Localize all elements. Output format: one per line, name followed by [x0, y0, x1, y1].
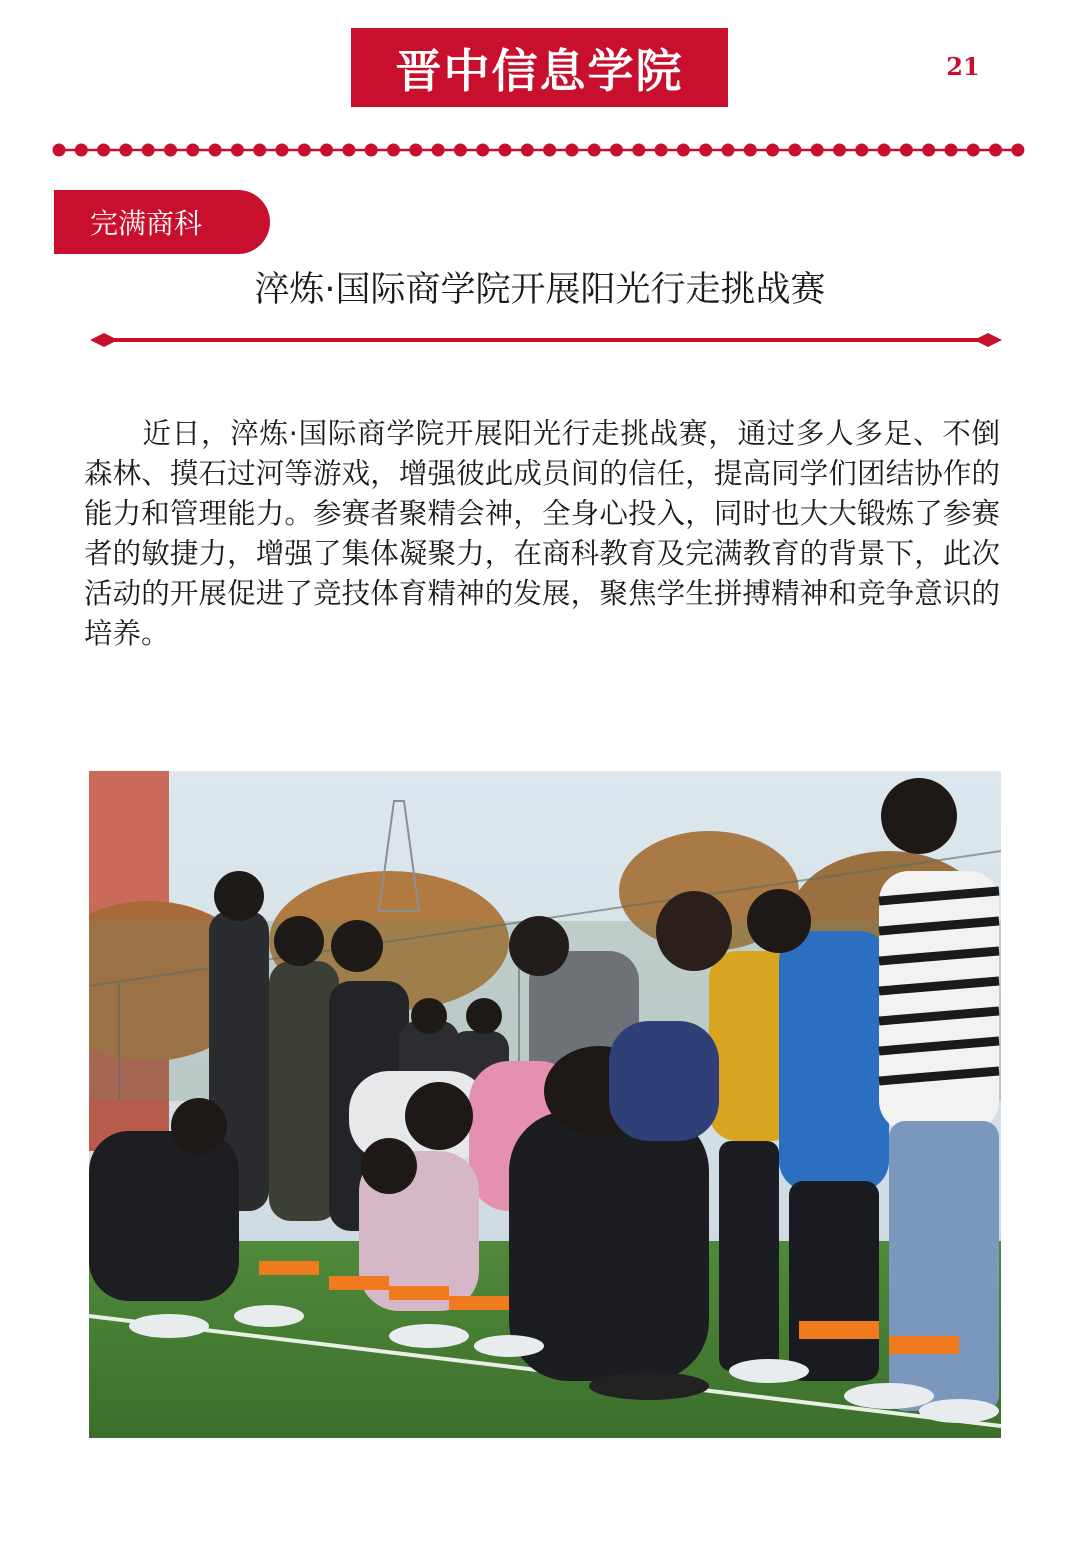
title-divider — [90, 330, 1002, 350]
page-number: 21 — [946, 52, 980, 81]
divider-dot — [499, 144, 512, 157]
divider-dot — [565, 144, 578, 157]
divider-dot — [342, 144, 355, 157]
divider-dot — [632, 144, 645, 157]
divider-dot — [521, 144, 534, 157]
divider-dot — [186, 144, 199, 157]
divider-dot — [900, 144, 913, 157]
masthead-banner — [351, 28, 728, 107]
divider-dot — [476, 144, 489, 157]
section-label: 完满商科 — [90, 207, 203, 240]
divider-dot — [878, 144, 891, 157]
event-photo — [89, 771, 1001, 1438]
divider-dot — [387, 144, 400, 157]
article-title: 淬炼·国际商学院开展阳光行走挑战赛 — [254, 270, 826, 310]
divider-dot — [655, 144, 668, 157]
divider-dot — [276, 144, 289, 157]
divider-dot — [922, 144, 935, 157]
divider-dot — [365, 144, 378, 157]
divider-dot — [811, 144, 824, 157]
divider-dot — [409, 144, 422, 157]
divider-dot — [1011, 144, 1024, 157]
divider-dot — [989, 144, 1002, 157]
divider-dot — [454, 144, 467, 157]
article-body: 近日，淬炼·国际商学院开展阳光行走挑战赛，通过多人多足、不倒森林、摸石过河等游戏，增强彼此成员间的信任，提高同学们团结协作的能力和管理能力。参赛者聚精会神，全身心投入，同时也大大锻炼了参赛者的敏捷力，增强了集体凝聚力，在商科教育及完满教育的背景下，此次活动的开展促进了竞技体育精神的发展，聚焦学生拼搏精神和竞争意识的培养。 — [84, 417, 1000, 650]
divider-dot — [432, 144, 445, 157]
divider-dot — [744, 144, 757, 157]
divider-dot — [833, 144, 846, 157]
photo-illustration — [89, 771, 1001, 1438]
divider-dot — [253, 144, 266, 157]
divider-dot — [699, 144, 712, 157]
divider-dot — [119, 144, 132, 157]
divider-dot — [231, 144, 244, 157]
divider-dot — [142, 144, 155, 157]
divider-dot — [53, 144, 66, 157]
divider-dot — [788, 144, 801, 157]
divider-dot — [588, 144, 601, 157]
divider-dot — [855, 144, 868, 157]
divider-dot — [164, 144, 177, 157]
divider-dot — [945, 144, 958, 157]
divider-dot — [766, 144, 779, 157]
divider-dot — [610, 144, 623, 157]
divider-dot — [298, 144, 311, 157]
divider-dot — [967, 144, 980, 157]
divider-dot — [320, 144, 333, 157]
masthead-title: 晋中信息学院 — [395, 43, 684, 98]
section-tab — [54, 190, 270, 254]
dotted-divider — [52, 141, 1028, 159]
divider-dot — [209, 144, 222, 157]
divider-dot — [75, 144, 88, 157]
divider-dot — [677, 144, 690, 157]
divider-dot — [97, 144, 110, 157]
divider-dot — [543, 144, 556, 157]
divider-dot — [722, 144, 735, 157]
